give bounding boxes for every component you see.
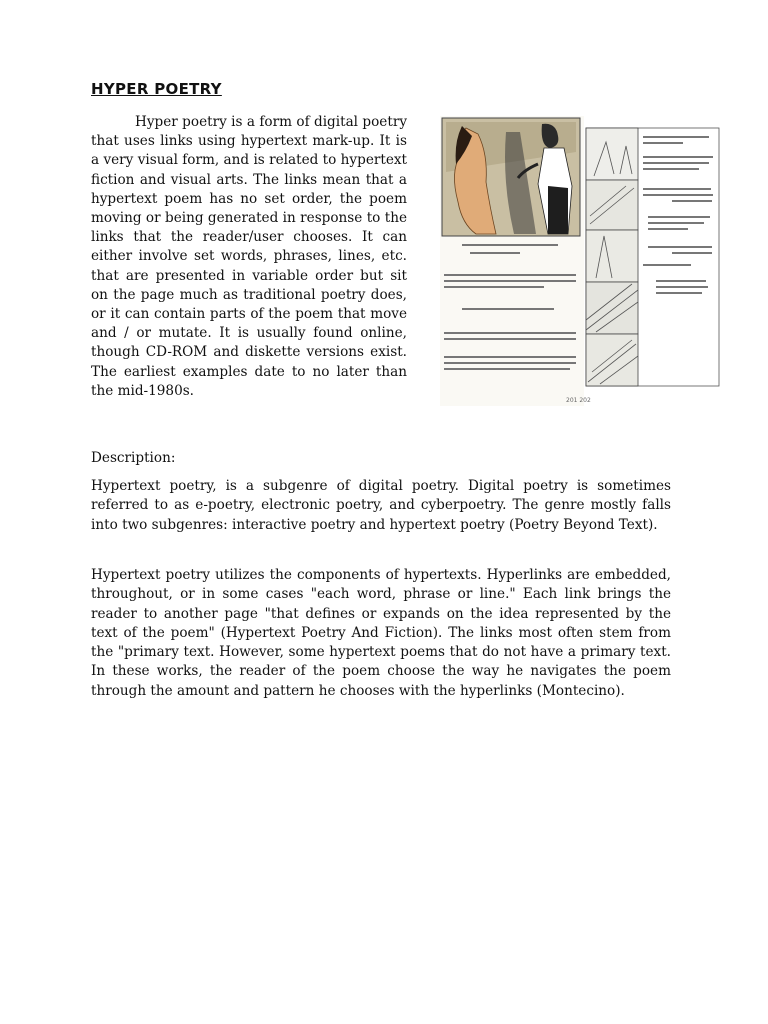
- comic-figure: [436, 112, 721, 408]
- description-label: Description:: [91, 450, 176, 466]
- page-title: HYPER POETRY: [91, 80, 222, 98]
- intro-text: Hyper poetry is a form of digital poetry that uses links using hypertext mark-up. It is a very visual form, and is related to hypertext fiction and visual arts. The links mean that a hypertext poem has no set order, the poem moving or being generated in response to the links that the reader/user chooses. It can either involve set words, phrases, lines, etc. that are presented in variable order but sit on the page much as traditional poetry does, or it can contain parts of the poem that move and / or mutate. It is usually found online, though CD-ROM and diskette versions exist. The earliest examples date to no later than the mid-1980s.: [91, 114, 407, 399]
- figure-page-numbers: 201 202: [566, 397, 591, 404]
- body-paragraph-1: Hypertext poetry, is a subgenre of digital poetry. Digital poetry is sometimes referred to as e-poetry, electronic poetry, and cyberpoetry. The genre mostly falls into two subgenres: interactive poetry and hypertext poetry (Poetry Beyond Text).: [91, 478, 671, 533]
- comic-left-page: [440, 116, 584, 406]
- intro-paragraph: [91, 113, 407, 401]
- body-paragraph-2: Hypertext poetry utilizes the components of hypertexts. Hyperlinks are embedded, throughout, or in some cases "each word, phrase or line." Each link brings the reader to another page "that defines or expands on the idea represented by the text of the poem" (Hypertext Poetry And Fiction). The links most often stem from the "primary text. However, some hypertext poems that do not have a primary text. In these works, the reader of the poem choose the way he navigates the poem through the amount and pattern he chooses with the hyperlinks (Montecino).: [91, 567, 671, 699]
- comic-right-page: [586, 128, 719, 386]
